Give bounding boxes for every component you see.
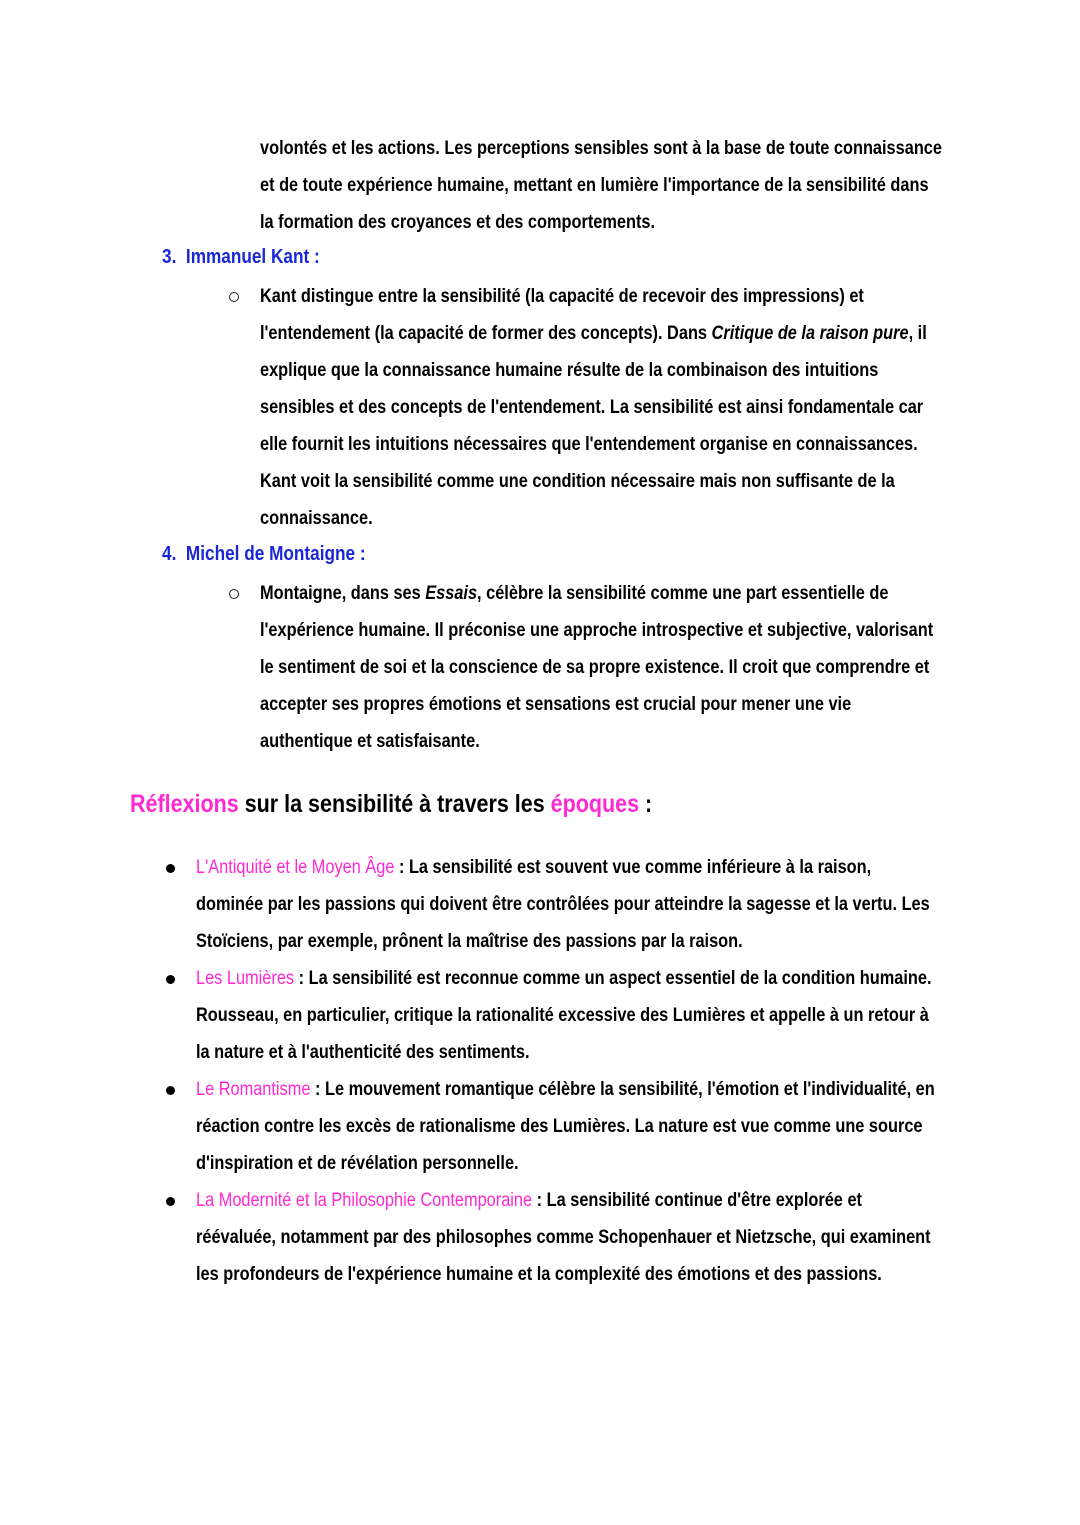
paragraph-line: les profondeurs de l'expérience humaine et la complexité des émotions et des passions.: [196, 1264, 882, 1285]
list-number: 3.: [162, 246, 177, 268]
work-title: Critique de la raison pure: [711, 323, 909, 344]
era-label: L'Antiquité et le Moyen Âge: [196, 857, 395, 878]
bullet-dot-icon: [166, 975, 175, 984]
paragraph-line: et de toute expérience humaine, mettant en lumière l'importance de la sensibilité dans: [260, 175, 929, 196]
paragraph-line: accepter ses propres émotions et sensations est crucial pour mener une vie: [260, 694, 852, 715]
era-label: Le Romantisme: [196, 1079, 311, 1100]
paragraph-line: Stoïciens, par exemple, prônent la maîtrise des passions par la raison.: [196, 931, 743, 952]
bullet-dot-icon: [166, 1086, 175, 1095]
philosopher-name: Immanuel Kant: [185, 246, 310, 268]
paragraph-line: la formation des croyances et des comportements.: [260, 212, 656, 233]
circle-bullet-icon: [229, 292, 239, 302]
list-item-era: L'Antiquité et le Moyen Âge : La sensibilité est souvent vue comme inférieure à la raison,: [196, 857, 872, 878]
list-number: 4.: [162, 543, 177, 565]
era-label: La Modernité et la Philosophie Contemporaine: [196, 1190, 533, 1211]
paragraph-line: Rousseau, en particulier, critique la rationalité excessive des Lumières et appelle à un retour à: [196, 1005, 929, 1026]
paragraph-line: l'entendement (la capacité de former des concepts). Dans Critique de la raison pure, il: [260, 323, 927, 344]
paragraph-line: Montaigne, dans ses Essais, célèbre la sensibilité comme une part essentielle de: [260, 583, 889, 604]
bullet-dot-icon: [166, 1197, 175, 1206]
list-item-era: Les Lumières : La sensibilité est reconnue comme un aspect essentiel de la condition humaine.: [196, 968, 932, 989]
paragraph-line: dominée par les passions qui doivent être contrôlées pour atteindre la sagesse et la vertu. Les: [196, 894, 930, 915]
paragraph-line: explique que la connaissance humaine résulte de la combinaison des intuitions: [260, 360, 879, 381]
paragraph-line: Kant voit la sensibilité comme une condition nécessaire mais non suffisante de la: [260, 471, 895, 492]
paragraph-line: l'expérience humaine. Il préconise une approche introspective et subjective, valorisant: [260, 620, 934, 641]
paragraph-line: sensibles et des concepts de l'entendement. La sensibilité est ainsi fondamentale car: [260, 397, 924, 418]
paragraph-line: réévaluée, notamment par des philosophes comme Schopenhauer et Nietzsche, qui examinent: [196, 1227, 931, 1248]
paragraph-line: elle fournit les intuitions nécessaires que l'entendement organise en connaissances.: [260, 434, 918, 455]
paragraph-line: connaissance.: [260, 508, 373, 529]
bullet-dot-icon: [166, 864, 175, 873]
paragraph-line: la nature et à l'authenticité des sentiments.: [196, 1042, 530, 1063]
paragraph-line: volontés et les actions. Les perceptions sensibles sont à la base de toute connaissance: [260, 138, 942, 159]
list-item-era: La Modernité et la Philosophie Contemporaine : La sensibilité continue d'être explorée et: [196, 1190, 862, 1211]
paragraph-line: Kant distingue entre la sensibilité (la capacité de recevoir des impressions) et: [260, 286, 864, 307]
era-label: Les Lumières: [196, 968, 295, 989]
list-item-montaigne: 4. Michel de Montaigne :: [162, 543, 366, 565]
paragraph-line: authentique et satisfaisante.: [260, 731, 480, 752]
paragraph-line: d'inspiration et de révélation personnelle.: [196, 1153, 519, 1174]
section-heading: Réflexions sur la sensibilité à travers les époques :: [130, 790, 653, 818]
paragraph-line: le sentiment de soi et la conscience de sa propre existence. Il croit que comprendre et: [260, 657, 930, 678]
philosopher-name: Michel de Montaigne: [185, 543, 356, 565]
work-title: Essais: [425, 583, 478, 604]
list-item-kant: 3. Immanuel Kant :: [162, 246, 320, 268]
list-item-era: Le Romantisme : Le mouvement romantique célèbre la sensibilité, l'émotion et l'individualité, en: [196, 1079, 935, 1100]
circle-bullet-icon: [229, 589, 239, 599]
paragraph-line: réaction contre les excès de rationalisme des Lumières. La nature est vue comme une source: [196, 1116, 923, 1137]
